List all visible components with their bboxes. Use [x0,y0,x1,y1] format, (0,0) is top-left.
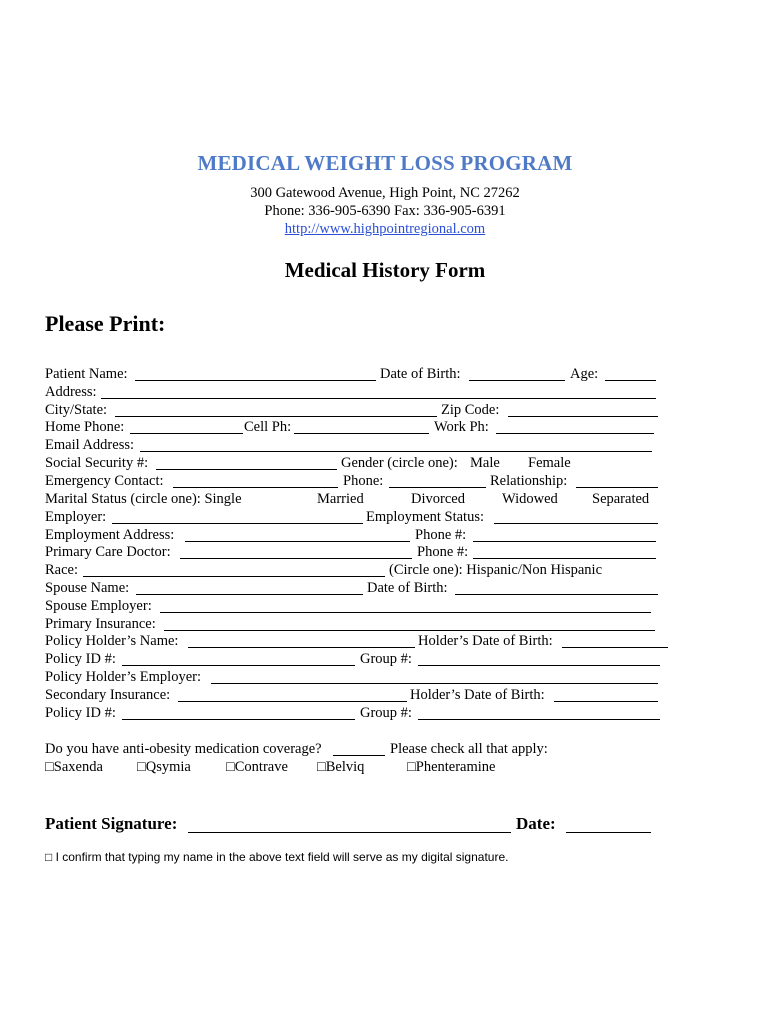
employment-status-label: Employment Status: [366,509,485,525]
primary-care-doctor-field[interactable] [180,558,412,559]
race-field[interactable] [83,576,385,577]
secondary-group-number-label: Group #: [360,705,412,721]
website-link[interactable]: http://www.highpointregional.com [284,221,486,237]
doctor-phone-field[interactable] [473,558,656,559]
email-address-field[interactable] [140,451,652,452]
email-address-label: Email Address: [45,437,135,453]
holder-dob-label: Holder’s Date of Birth: [418,633,553,649]
medication-coverage-field[interactable] [333,755,385,756]
spouse-employer-field[interactable] [160,612,651,613]
checkbox-belviq[interactable]: □Belviq [317,759,365,775]
primary-insurance-label: Primary Insurance: [45,616,156,632]
please-print-heading: Please Print: [45,311,166,336]
medication-coverage-question: Do you have anti-obesity medication coverage? [45,741,322,757]
checkbox-phenteramine[interactable]: □Phenteramine [407,759,496,775]
social-security-label: Social Security #: [45,455,149,471]
checkbox-saxenda[interactable]: □Saxenda [45,759,103,775]
home-phone-field[interactable] [130,433,243,434]
emergency-phone-label: Phone: [343,473,384,489]
zip-code-label: Zip Code: [441,402,500,418]
checkbox-contrave[interactable]: □Contrave [226,759,288,775]
gender-label: Gender (circle one): [341,455,458,471]
policy-holder-employer-field[interactable] [211,683,658,684]
employment-phone-field[interactable] [473,541,656,542]
digital-signature-confirm-checkbox[interactable]: □ I confirm that typing my name in the above text field will serve as my digital signature. [45,850,509,864]
race-label: Race: [45,562,79,578]
secondary-insurance-label: Secondary Insurance: [45,687,171,703]
primary-insurance-field[interactable] [164,630,655,631]
group-number-field[interactable] [418,665,660,666]
home-phone-label: Home Phone: [45,419,125,435]
gender-option-male[interactable]: Male [470,455,500,471]
relationship-field[interactable] [576,487,658,488]
employment-address-label: Employment Address: [45,527,175,543]
address-field[interactable] [101,398,656,399]
spouse-dob-field[interactable] [455,594,658,595]
policy-holder-employer-label: Policy Holder’s Employer: [45,669,201,685]
date-of-birth-label: Date of Birth: [380,366,461,382]
cell-phone-label: Cell Ph: [244,419,292,435]
patient-signature-field[interactable] [188,832,511,833]
policy-id-field[interactable] [122,665,355,666]
patient-name-field[interactable] [135,380,376,381]
signature-date-field[interactable] [566,832,651,833]
age-label: Age: [570,366,599,382]
city-state-field[interactable] [115,416,437,417]
checkbox-qsymia[interactable]: □Qsymia [137,759,191,775]
spouse-dob-label: Date of Birth: [367,580,448,596]
marital-option-divorced[interactable]: Divorced [411,491,465,507]
marital-option-married[interactable]: Married [317,491,364,507]
policy-id-label: Policy ID #: [45,651,116,667]
spouse-employer-label: Spouse Employer: [45,598,152,614]
policy-holder-name-label: Policy Holder’s Name: [45,633,179,649]
emergency-contact-label: Emergency Contact: [45,473,164,489]
signature-date-label: Date: [516,814,556,833]
gender-option-female[interactable]: Female [528,455,571,471]
patient-name-label: Patient Name: [45,366,128,382]
secondary-holder-dob-field[interactable] [554,701,658,702]
emergency-contact-field[interactable] [173,487,338,488]
clinic-phone-fax: Phone: 336-905-6390 Fax: 336-905-6391 [264,203,506,219]
check-all-label: Please check all that apply: [390,741,548,757]
spouse-name-field[interactable] [136,594,363,595]
marital-option-widowed[interactable]: Widowed [502,491,558,507]
secondary-insurance-field[interactable] [178,701,407,702]
clinic-address: 300 Gatewood Avenue, High Point, NC 27262 [250,185,520,201]
hispanic-option[interactable]: (Circle one): Hispanic/Non Hispanic [389,562,603,578]
spouse-name-label: Spouse Name: [45,580,130,596]
employment-phone-label: Phone #: [415,527,467,543]
zip-code-field[interactable] [508,416,658,417]
city-state-label: City/State: [45,402,108,418]
holder-dob-field[interactable] [562,647,668,648]
employer-label: Employer: [45,509,107,525]
secondary-policy-id-field[interactable] [122,719,355,720]
program-title: MEDICAL WEIGHT LOSS PROGRAM [197,151,573,175]
marital-option-separated[interactable]: Separated [592,491,650,507]
form-title: Medical History Form [284,258,486,282]
social-security-field[interactable] [156,469,337,470]
cell-phone-field[interactable] [294,433,429,434]
employer-field[interactable] [112,523,363,524]
date-of-birth-field[interactable] [469,380,565,381]
marital-status-label: Marital Status (circle one): Single [45,491,242,507]
employment-address-field[interactable] [185,541,410,542]
policy-holder-name-field[interactable] [188,647,415,648]
secondary-policy-id-label: Policy ID #: [45,705,116,721]
employment-status-field[interactable] [494,523,658,524]
patient-signature-label: Patient Signature: [45,814,178,833]
address-label: Address: [45,384,97,400]
group-number-label: Group #: [360,651,412,667]
emergency-phone-field[interactable] [389,487,486,488]
work-phone-field[interactable] [496,433,654,434]
work-phone-label: Work Ph: [434,419,489,435]
age-field[interactable] [605,380,656,381]
relationship-label: Relationship: [490,473,568,489]
primary-care-doctor-label: Primary Care Doctor: [45,544,171,560]
secondary-holder-dob-label: Holder’s Date of Birth: [410,687,545,703]
doctor-phone-label: Phone #: [417,544,469,560]
secondary-group-number-field[interactable] [418,719,660,720]
